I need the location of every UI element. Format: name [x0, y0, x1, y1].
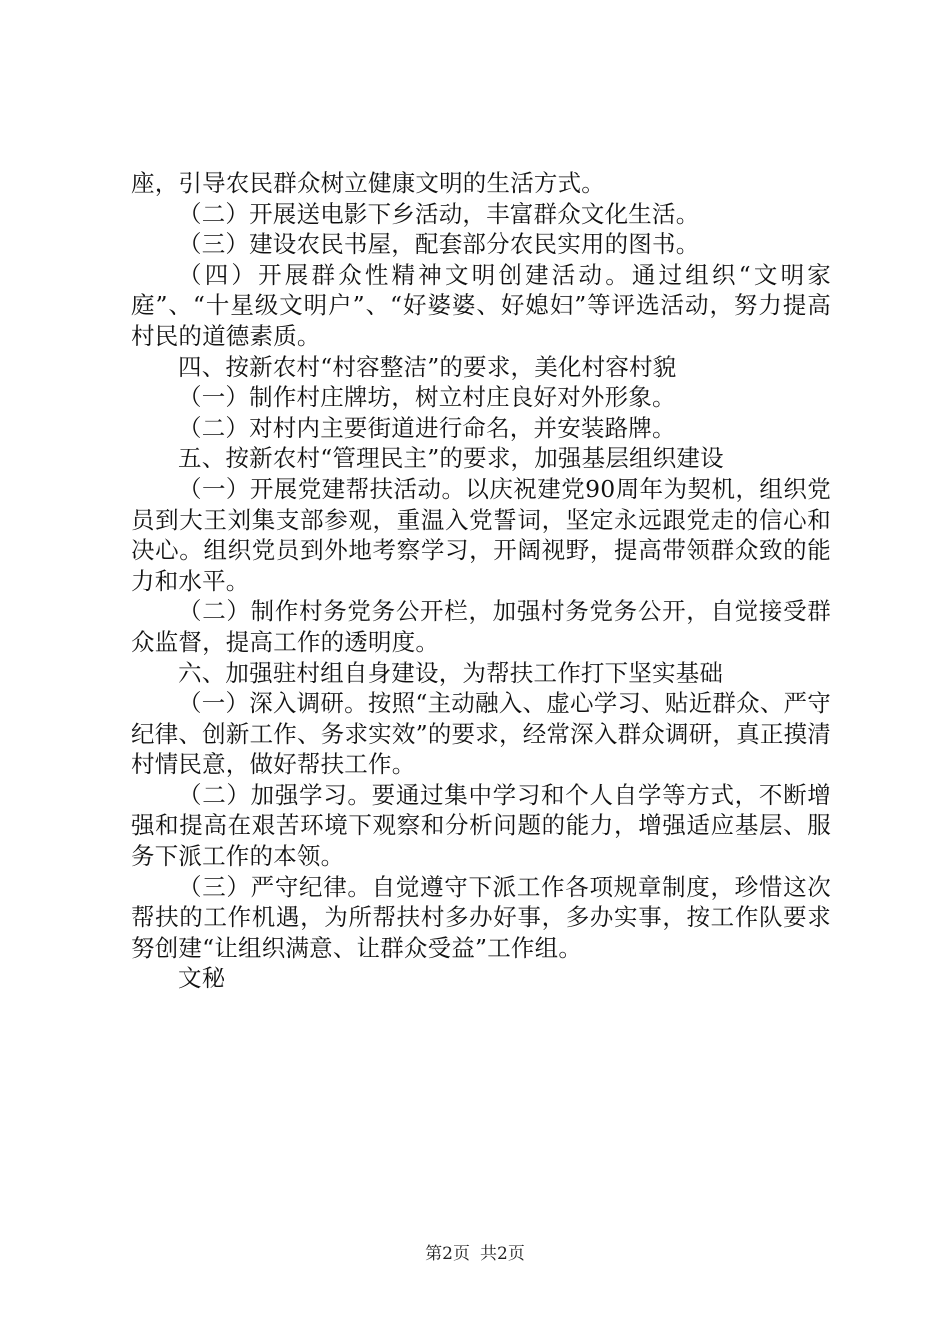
paragraph-12: （一）深入调研。按照“主动融入、虚心学习、贴近群众、严守纪律、创新工作、务求实效”的要求，经常深入群众调研，真正摸清村情民意，做好帮扶工作。 [131, 689, 831, 779]
section-heading-5: 五、按新农村“管理民主”的要求，加强基层组织建设 [178, 444, 724, 473]
document-body [131, 168, 831, 994]
paragraph-15: 文秘 [178, 964, 226, 993]
page-number: 第2页 [425, 1244, 470, 1264]
paragraph-13: （二）加强学习。要通过集中学习和个人自学等方式，不断增强和提高在艰苦环境下观察和分析问题的能力，增强适应基层、服务下派工作的本领。 [131, 780, 831, 871]
paragraph-3: （三）建设农民书屋，配套部分农民实用的图书。 [178, 230, 700, 259]
page-total: 共2页 [480, 1244, 525, 1264]
paragraph-9: （一）开展党建帮扶活动。以庆祝建党90周年为契机，组织党员到大王刘集支部参观，重温入党誓词，坚定永远跟党走的信心和决心。组织党员到外地考察学习，开阔视野，提高带领群众致的能力和水平。 [131, 474, 831, 595]
section-heading-6: 六、加强驻村组自身建设，为帮扶工作打下坚实基础 [178, 658, 724, 687]
section-heading-4: 四、按新农村“村容整洁”的要求，美化村容村貌 [178, 352, 677, 381]
paragraph-10: （二）制作村务党务公开栏，加强村务党务公开，自觉接受群众监督，提高工作的透明度。 [131, 597, 831, 656]
paragraph-14: （三）严守纪律。自觉遵守下派工作各项规章制度，珍惜这次帮扶的工作机遇，为所帮扶村多办好事，多办实事，按工作队要求努创建“让组织满意、让群众受益”工作组。 [131, 872, 831, 962]
paragraph-1: 座，引导农民群众树立健康文明的生活方式。 [131, 169, 605, 197]
paragraph-4: （四）开展群众性精神文明创建活动。通过组织“文明家庭”、“十星级文明户”、“好婆婆、好媳妇”等评选活动，努力提高村民的道德素质。 [131, 260, 831, 350]
paragraph-2: （二）开展送电影下乡活动，丰富群众文化生活。 [178, 199, 700, 228]
paragraph-6: （一）制作村庄牌坊，树立村庄良好对外形象。 [178, 383, 676, 412]
paragraph-7: （二）对村内主要街道进行命名，并安装路牌。 [178, 413, 676, 442]
page-footer [0, 1243, 950, 1265]
